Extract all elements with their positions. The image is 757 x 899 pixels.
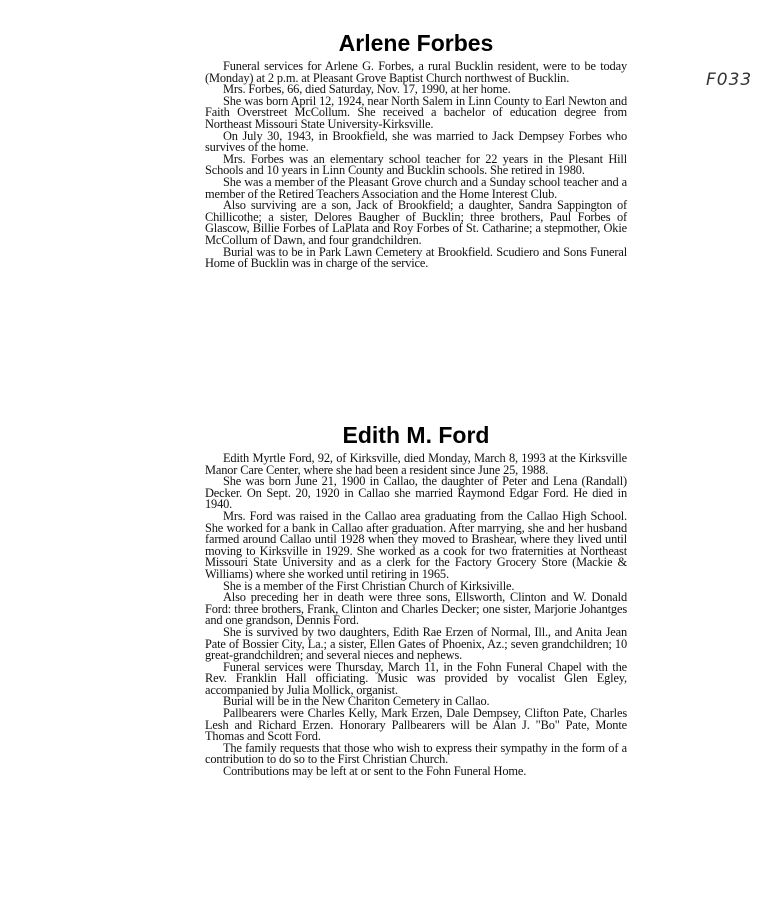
obituary-paragraph: Mrs. Forbes was an elementary school teacher for 22 years in the Plesant Hill Schools and 10 years in Linn County and Bucklin schools. She retired in 1980. xyxy=(205,151,627,178)
obituary-paragraph: She is a member of the First Christian Church of Kirksiville. xyxy=(223,578,515,593)
obituary-paragraph: Funeral services were Thursday, March 11, in the Fohn Funeral Chapel with the Rev. Franklin Hall officiating. Music was provided by vocalist Glen Egley, accompanied by Julia Mollick, organist. xyxy=(205,659,627,697)
obituary-paragraph: On July 30, 1943, in Brookfield, she was married to Jack Dempsey Forbes who survives of the home. xyxy=(205,128,627,155)
obituary-paragraph: Funeral services for Arlene G. Forbes, a rural Bucklin resident, were to be today (Monday) at 2 p.m. at Pleasant Grove Baptist Church northwest of Bucklin. xyxy=(205,59,627,85)
obituary-heading: Edith M. Ford xyxy=(342,422,490,448)
obituary-paragraph: Mrs. Forbes, 66, died Saturday, Nov. 17, 1990, at her home. xyxy=(223,82,511,97)
obituary-paragraph: Burial was to be in Park Lawn Cemetery at Brookfield. Scudiero and Sons Funeral Home of Bucklin was in charge of the service. xyxy=(205,244,627,271)
obituary-paragraph: She was a member of the Pleasant Grove church and a Sunday school teacher and a member of the Retired Teachers Association and the Home Interest Club. xyxy=(205,174,627,201)
obituary-paragraph: She is survived by two daughters, Edith Rae Erzen of Normal, Ill., and Anita Jean Pate of Bossier City, La.; a sister, Ellen Gates of Phoenix, Az.; seven grandchildren; 10 great-grandchildren; and several nieces and nephews. xyxy=(205,624,627,663)
handwritten-file-number: F033 xyxy=(706,70,753,90)
obituary-paragraph: Mrs. Ford was raised in the Callao area graduating from the Callao High School. She worked for a bank in Callao after graduation. After marrying, she and her husband farmed around Callao until 1928 when they moved to Brashear, where they lived until moving to Kirksville in 1929. She worked as a cook for two fraternities at Northeast Missouri State University and as a clerk for the Factory Grocery Store (Mackie & Williams) where she worked until retiring in 1965. xyxy=(205,508,627,581)
obituary-paragraph: Contributions may be left at or sent to the Fohn Funeral Home. xyxy=(223,764,527,779)
obituary-paragraph: Also preceding her in death were three sons, Ellsworth, Clinton and W. Donald Ford: three brothers, Frank, Clinton and Charles Decker; one sister, Marjorie Johantges and one grandson, Dennis Ford. xyxy=(205,590,627,628)
obituary-paragraph: Also surviving are a son, Jack of Brookfield; a daughter, Sandra Sappington of Chillicothe; a sister, Delores Baugher of Bucklin; three brothers, Paul Forbes of Glascow, Billie Forbes of LaPlata and Roy Forbes of St. Catharine; a stepmother, Okie McCollum of Dawn, and four grandchildren. xyxy=(205,198,627,247)
obituary-paragraph: She was born April 12, 1924, near North Salem in Linn County to Earl Newton and Faith Overstreet McCollum. She received a bachelor of education degree from Northeast Missouri State University-Kirksville. xyxy=(205,93,627,131)
obituary-paragraph: Edith Myrtle Ford, 92, of Kirksville, died Monday, March 8, 1993 at the Kirksville Manor Care Center, where she had been a resident since June 25, 1988. xyxy=(205,451,627,477)
obituary-arlene-forbes xyxy=(205,30,627,270)
obituary-paragraph: Burial will be in the New Chariton Cemetery in Callao. xyxy=(223,694,490,709)
obituary-heading: Arlene Forbes xyxy=(338,30,494,56)
obituary-paragraph: The family requests that those who wish to express their sympathy in the form of a contribution to do so to the First Christian Church. xyxy=(205,740,627,767)
obituary-paragraph: She was born June 21, 1900 in Callao, the daughter of Peter and Lena (Randall) Decker. On Sept. 20, 1920 in Callao she married Raymond Edgar Ford. He died in 1940. xyxy=(205,474,627,512)
obituary-edith-ford xyxy=(205,422,627,778)
obituary-paragraph: Pallbearers were Charles Kelly, Mark Erzen, Dale Dempsey, Clifton Pate, Charles Lesh and Richard Erzen. Honorary Pallbearers will be Alan J. "Bo" Pate, Monte Thomas and Scott Ford. xyxy=(205,706,627,744)
